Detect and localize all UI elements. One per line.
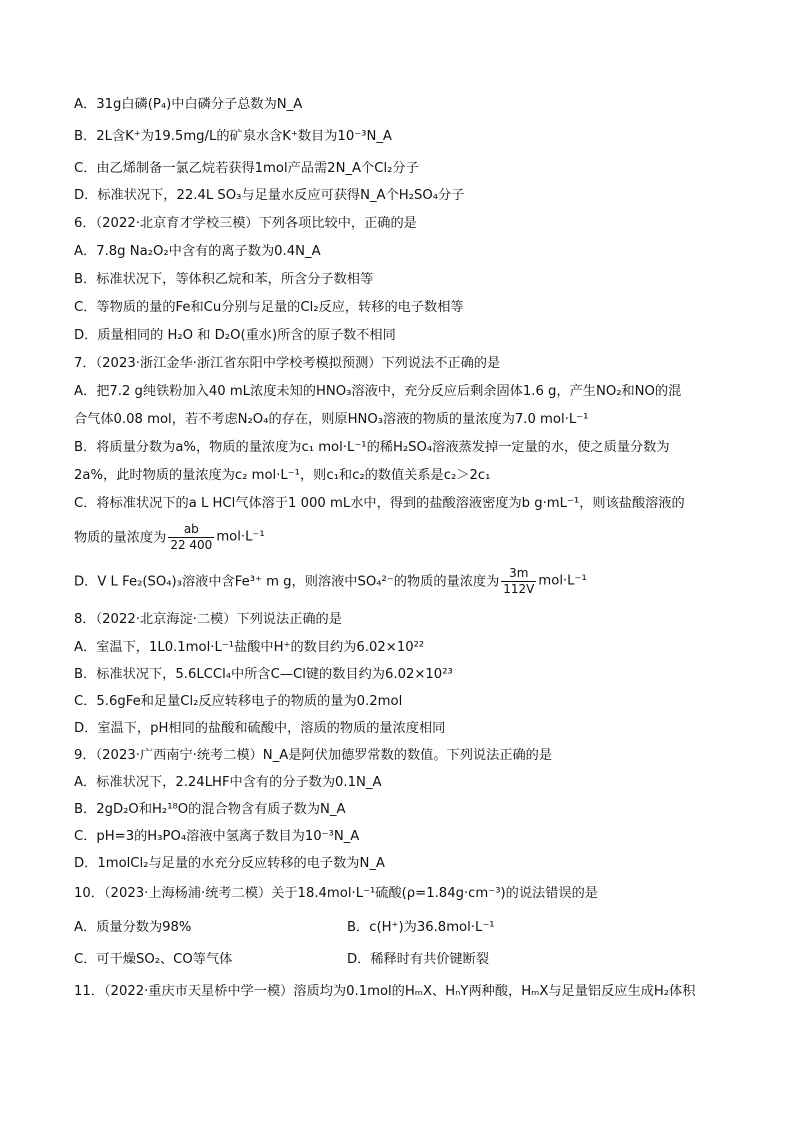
q7c-numerator: ab bbox=[168, 522, 214, 538]
q7-option-c-line2 bbox=[74, 522, 265, 553]
q8-stem: 8．（2022·北京海淀·二模）下列说法正确的是 bbox=[74, 612, 342, 627]
q7d-prefix: D．V L Fe₂(SO₄)₃溶液中含Fe³⁺ m g，则溶液中SO₄²⁻的物质的量浓度为 bbox=[74, 574, 500, 590]
q7-option-b-line1: B．将质量分数为a%，物质的量浓度为c₁ mol·L⁻¹的稀H₂SO₄溶液蒸发掉一定量的水，使之质量分数为 bbox=[74, 440, 670, 455]
q10-option-b: B．c(H⁺)为36.8mol·L⁻¹ bbox=[347, 920, 495, 935]
q9-option-d: D．1molCl₂与足量的水充分反应转移的电子数为N_A bbox=[74, 856, 385, 871]
q10-stem: 10．（2023·上海杨浦·统考二模）关于18.4mol·L⁻¹硫酸(ρ=1.84g·cm⁻³)的说法错误的是 bbox=[74, 886, 598, 901]
q8-option-c: C．5.6gFe和足量Cl₂反应转移电子的物质的量为0.2mol bbox=[74, 694, 403, 709]
q11-stem: 11．（2022·重庆市天星桥中学一模）溶质均为0.1mol的HₘX、HₙY两种酸，HₘX与足量铝反应生成H₂体积 bbox=[74, 984, 696, 999]
q8-option-a: A．室温下，1L0.1mol·L⁻¹盐酸中H⁺的数目约为6.02×10²² bbox=[74, 640, 425, 655]
q6-option-b: B．标准状况下，等体积乙烷和苯，所含分子数相等 bbox=[74, 272, 374, 287]
q6-stem: 6．（2022·北京育才学校三模）下列各项比较中，正确的是 bbox=[74, 216, 417, 231]
q7-option-c-line1: C．将标准状况下的a L HCl气体溶于1 000 mL水中，得到的盐酸溶液密度为b g·mL⁻¹，则该盐酸溶液的 bbox=[74, 496, 685, 511]
q7c-denominator: 22 400 bbox=[170, 538, 213, 552]
q5-option-c: C．由乙烯制备一氯乙烷若获得1mol产品需2N_A个Cl₂分子 bbox=[74, 161, 419, 176]
q5-option-a: A．31g白磷(P₄)中白磷分子总数为N_A bbox=[74, 97, 303, 112]
q7d-unit: mol·L⁻¹ bbox=[538, 573, 587, 589]
q7-option-a-line2: 合气体0.08 mol，若不考虑N₂O₄的存在，则原HNO₃溶液的物质的量浓度为7.0 mol·L⁻¹ bbox=[74, 412, 589, 427]
q6-option-a: A．7.8g Na₂O₂中含有的离子数为0.4N_A bbox=[74, 244, 321, 259]
q8-option-d: D．室温下，pH相同的盐酸和硫酸中，溶质的物质的量浓度相同 bbox=[74, 721, 446, 736]
q9-option-b: B．2gD₂O和H₂¹⁸O的混合物含有质子数为N_A bbox=[74, 802, 346, 817]
q7-option-d bbox=[74, 566, 587, 597]
q6-option-c: C．等物质的量的Fe和Cu分别与足量的Cl₂反应，转移的电子数相等 bbox=[74, 300, 464, 315]
q7d-denominator: 112V bbox=[503, 582, 535, 596]
q7-option-a-line1: A．把7.2 g纯铁粉加入40 mL浓度未知的HNO₃溶液中，充分反应后剩余固体1.6 g，产生NO₂和NO的混 bbox=[74, 384, 682, 399]
q10-option-a: A．质量分数为98% bbox=[74, 920, 192, 935]
q7d-fraction bbox=[501, 566, 536, 597]
q7c-unit: mol·L⁻¹ bbox=[216, 529, 265, 545]
q10-option-c: C．可干燥SO₂、CO等气体 bbox=[74, 952, 233, 967]
q7c-prefix: 物质的量浓度为 bbox=[74, 530, 167, 546]
q7c-fraction bbox=[168, 522, 214, 553]
q9-option-c: C．pH=3的H₃PO₄溶液中氢离子数目为10⁻³N_A bbox=[74, 829, 360, 844]
q5-option-d: D．标准状况下，22.4L SO₃与足量水反应可获得N_A个H₂SO₄分子 bbox=[74, 188, 465, 203]
q10-option-d: D．稀释时有共价键断裂 bbox=[347, 952, 490, 967]
q9-stem: 9．（2023·广西南宁·统考二模）N_A是阿伏加德罗常数的数值。下列说法正确的是 bbox=[74, 748, 553, 763]
q6-option-d: D．质量相同的 H₂O 和 D₂O(重水)所含的原子数不相同 bbox=[74, 328, 396, 343]
q8-option-b: B．标准状况下，5.6LCCl₄中所含C—Cl键的数目约为6.02×10²³ bbox=[74, 667, 453, 682]
q5-option-b: B．2L含K⁺为19.5mg/L的矿泉水含K⁺数目为10⁻³N_A bbox=[74, 129, 392, 144]
q7d-numerator: 3m bbox=[501, 566, 536, 582]
q9-option-a: A．标准状况下，2.24LHF中含有的分子数为0.1N_A bbox=[74, 775, 382, 790]
q7-option-b-line2: 2a%，此时物质的量浓度为c₂ mol·L⁻¹，则c₁和c₂的数值关系是c₂＞2c₁ bbox=[74, 468, 491, 483]
q7-stem: 7．（2023·浙江金华·浙江省东阳中学校考模拟预测）下列说法不正确的是 bbox=[74, 356, 501, 371]
